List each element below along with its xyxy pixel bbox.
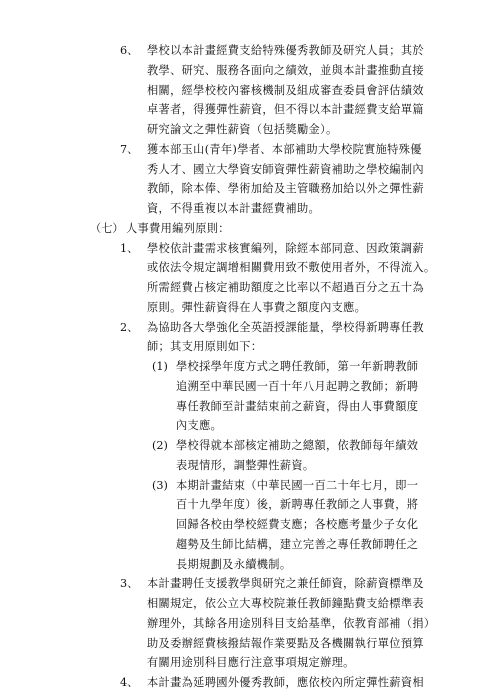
text-line: 本計畫為延聘國外優秀教師，應依校內所定彈性薪資相 bbox=[147, 676, 424, 689]
text-line: 本計畫聘任支援教學與研究之兼任師資，除薪資標準及 bbox=[147, 577, 424, 591]
sub-item-marker: (2) bbox=[152, 439, 168, 452]
text-line: 學校以本計畫經費支給特殊優秀教師及研究人員；其於 bbox=[147, 44, 424, 57]
item-marker: 1、 bbox=[120, 241, 139, 255]
text-line: 學校得就本部核定補助之總額，依教師每年績效 bbox=[176, 439, 419, 452]
text-line: 資，不得重複以本計畫經費補助。 bbox=[147, 202, 321, 215]
text-line: 有關用途別科目應行注意事項規定辦理。 bbox=[147, 656, 355, 670]
text-line: 追溯至中華民國一百十年八月起聘之教師；新聘 bbox=[176, 379, 419, 393]
text-line: 專任教師至計畫結束前之薪資，得由人事費額度 bbox=[176, 399, 419, 413]
text-line: 所需經費占核定補助額度之比率以不超過百分之五十為 bbox=[147, 281, 424, 294]
text-line: 辦理外，其餘各用途別科目支給基準，依教育部補（捐） bbox=[147, 616, 436, 630]
text-line: 相關，經學校校內審核機制及組成審查委員會評估績效 bbox=[147, 83, 424, 97]
text-line: 內支應。 bbox=[176, 419, 223, 433]
sub-item-marker: (3) bbox=[152, 478, 168, 492]
section-marker: （七） bbox=[90, 221, 124, 235]
text-line: 相關規定，依公立大專校院兼任教師鐘點費支給標準表 bbox=[147, 597, 424, 610]
text-line: 或依法令規定調增相關費用致不敷使用者外，不得流入。 bbox=[147, 261, 436, 275]
text-line: 為協助各大學強化全英語授課能量，學校得新聘專任教 bbox=[147, 320, 424, 334]
text-line: 學校採學年度方式之聘任教師，第一年新聘教師 bbox=[176, 360, 419, 373]
item-marker: 2、 bbox=[120, 320, 139, 334]
text-line: 卓著者，得獲彈性薪資，但不得以本計畫經費支給單篇 bbox=[147, 103, 424, 117]
text-line: 教師，除本俸、學術加給及主管職務加給以外之彈性薪 bbox=[147, 182, 424, 196]
text-line: 本期計畫結束（中華民國一百二十年七月，即一 bbox=[176, 478, 419, 492]
section-title: 人事費用編列原則： bbox=[126, 221, 230, 235]
text-line: 秀人才、國立大學資安師資彈性薪資補助之學校編制內 bbox=[147, 162, 424, 176]
text-line: 趨勢及生師比結構，建立完善之專任教師聘任之 bbox=[176, 537, 419, 551]
item-marker: 4、 bbox=[120, 676, 139, 689]
item-marker: 6、 bbox=[120, 44, 139, 57]
text-line: 研究論文之彈性薪資（包括獎勵金）。 bbox=[147, 123, 338, 136]
text-line: 教學、研究、服務各面向之績效，並與本計畫推動直接 bbox=[147, 63, 424, 77]
text-line: 原則。彈性薪資得在人事費之額度內支應。 bbox=[147, 300, 367, 314]
text-line: 助及委辦經費核撥結報作業要點及各機關執行單位預算 bbox=[147, 636, 424, 650]
text-line: 獲本部玉山(青年)學者、本部補助大學校院實施特殊優 bbox=[147, 142, 422, 156]
item-marker: 7、 bbox=[120, 142, 139, 156]
text-line: 師；其支用原則如下： bbox=[147, 340, 263, 354]
text-line: 長期規劃及永續機制。 bbox=[176, 557, 292, 571]
text-line: 回歸各校由學校經費支應；各校應考量少子女化 bbox=[176, 518, 419, 531]
sub-item-marker: (1) bbox=[152, 360, 168, 373]
item-marker: 3、 bbox=[120, 577, 139, 591]
text-line: 表現情形，調整彈性薪資。 bbox=[176, 458, 315, 472]
text-line: 學校依計畫需求核實編列，除經本部同意、因政策調薪 bbox=[147, 241, 424, 255]
text-line: 百十九學年度）後，新聘專任教師之人事費，將 bbox=[176, 498, 419, 512]
